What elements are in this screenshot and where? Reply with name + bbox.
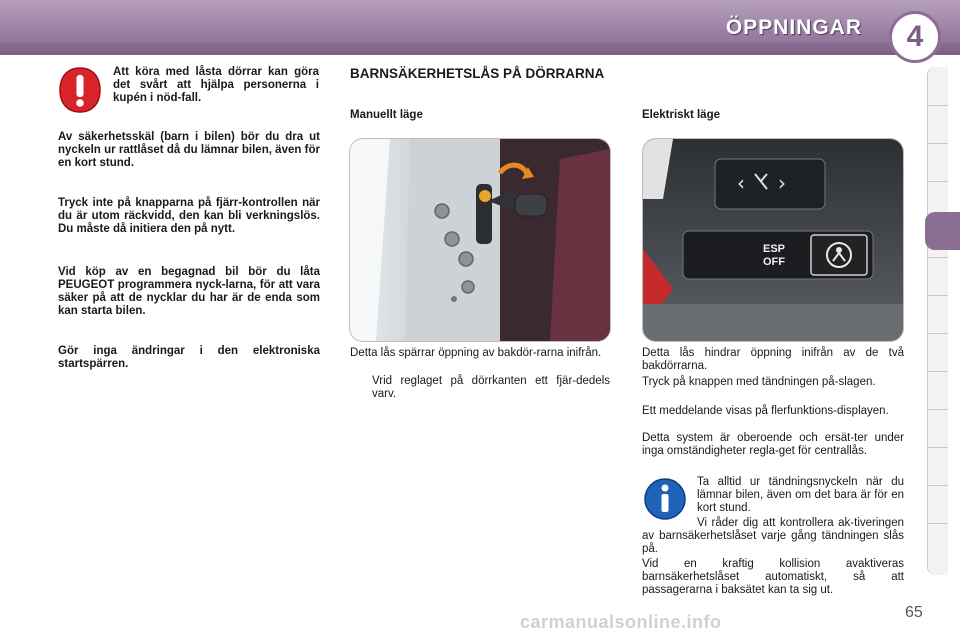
- section-title: BARNSÄKERHETSLÅS PÅ DÖRRARNA: [350, 66, 605, 81]
- svg-text:‹: ‹: [737, 171, 745, 195]
- tab-divider: [928, 485, 948, 486]
- dashboard-buttons-photo: [642, 138, 904, 342]
- tab-divider: [928, 181, 948, 182]
- electric-line-3: Ett meddelande visas på flerfunktions-displayen.: [642, 405, 889, 417]
- tab-divider: [928, 105, 948, 106]
- electric-line-1: Detta lås hindrar öppning inifrån av de två bakdörrarna.: [642, 347, 904, 372]
- manual-mode-bullet: Vrid reglaget på dörrkanten ett fjär-dedels varv.: [372, 375, 610, 400]
- manual-mode-heading: Manuellt läge: [350, 109, 423, 121]
- door-lock-illustration: [350, 139, 610, 341]
- tab-divider: [928, 523, 948, 524]
- info-icon: [643, 477, 687, 521]
- electric-line-2: Tryck på knappen med tändningen på-slagen.: [642, 376, 876, 388]
- left-paragraph-4: Gör inga ändringar i den elektroniska startspärren.: [58, 345, 320, 370]
- info-paragraph-1: Ta alltid ur tändningsnyckeln när du lämnar bilen, även om det bara är för en kort stund.: [697, 476, 904, 514]
- tab-divider: [928, 371, 948, 372]
- warning-icon: [58, 66, 102, 114]
- left-paragraph-2: Tryck inte på knapparna på fjärr-kontrollen när du är utom räckvidd, den kan bli verkningslös. Du måste då initiera den på nytt.: [58, 197, 320, 235]
- tab-divider: [928, 143, 948, 144]
- electric-line-4: Detta system är oberoende och ersät-ter under inga omständigheter regla-get för centrallås.: [642, 432, 904, 457]
- electric-mode-heading: Elektriskt läge: [642, 109, 720, 121]
- dashboard-illustration: [643, 139, 903, 341]
- tab-divider: [928, 257, 948, 258]
- chapter-number-badge: [889, 11, 941, 63]
- left-paragraph-3: Vid köp av en begagnad bil bör du låta PEUGEOT programmera nyck-larna, för att vara säker på att de nycklar du har är de enda som kan starta bilen.: [58, 266, 320, 317]
- watermark: carmanualsonline.info: [520, 612, 722, 632]
- info-paragraph-2: Vi råder dig att kontrollera ak-tiveringen av barnsäkerhetslåset varje gång tändningen slås på.: [642, 517, 904, 555]
- door-lock-photo: [349, 138, 611, 342]
- chapter-number: 4: [906, 20, 924, 53]
- left-paragraph-1: Av säkerhetsskäl (barn i bilen) bör du dra ut nyckeln ur rattlåset då du lämnar bilen, även för en kort stund.: [58, 131, 320, 169]
- tab-active-chapter[interactable]: [925, 212, 960, 250]
- header-shade: [0, 42, 960, 55]
- off-label: OFF: [763, 256, 785, 268]
- chapter-title: ÖPPNINGAR: [725, 16, 862, 39]
- warning-text: Att köra med låsta dörrar kan göra det svårt att hjälpa personerna i kupén i nöd-fall.: [113, 66, 319, 104]
- svg-text:›: ›: [778, 171, 786, 195]
- tab-divider: [928, 295, 948, 296]
- page-number: 65: [905, 604, 923, 621]
- manual-mode-text: Detta lås spärrar öppning av bakdör-rarna inifrån.: [350, 347, 602, 359]
- chapter-tabs: [927, 67, 948, 575]
- tab-divider: [928, 333, 948, 334]
- tab-divider: [928, 447, 948, 448]
- esp-label: ESP: [763, 243, 786, 255]
- tab-divider: [928, 409, 948, 410]
- info-paragraph-3: Vid en kraftig kollision avaktiveras barnsäkerhetslåset automatiskt, så att passagerarna i baksätet kan ta sig ut.: [642, 558, 904, 596]
